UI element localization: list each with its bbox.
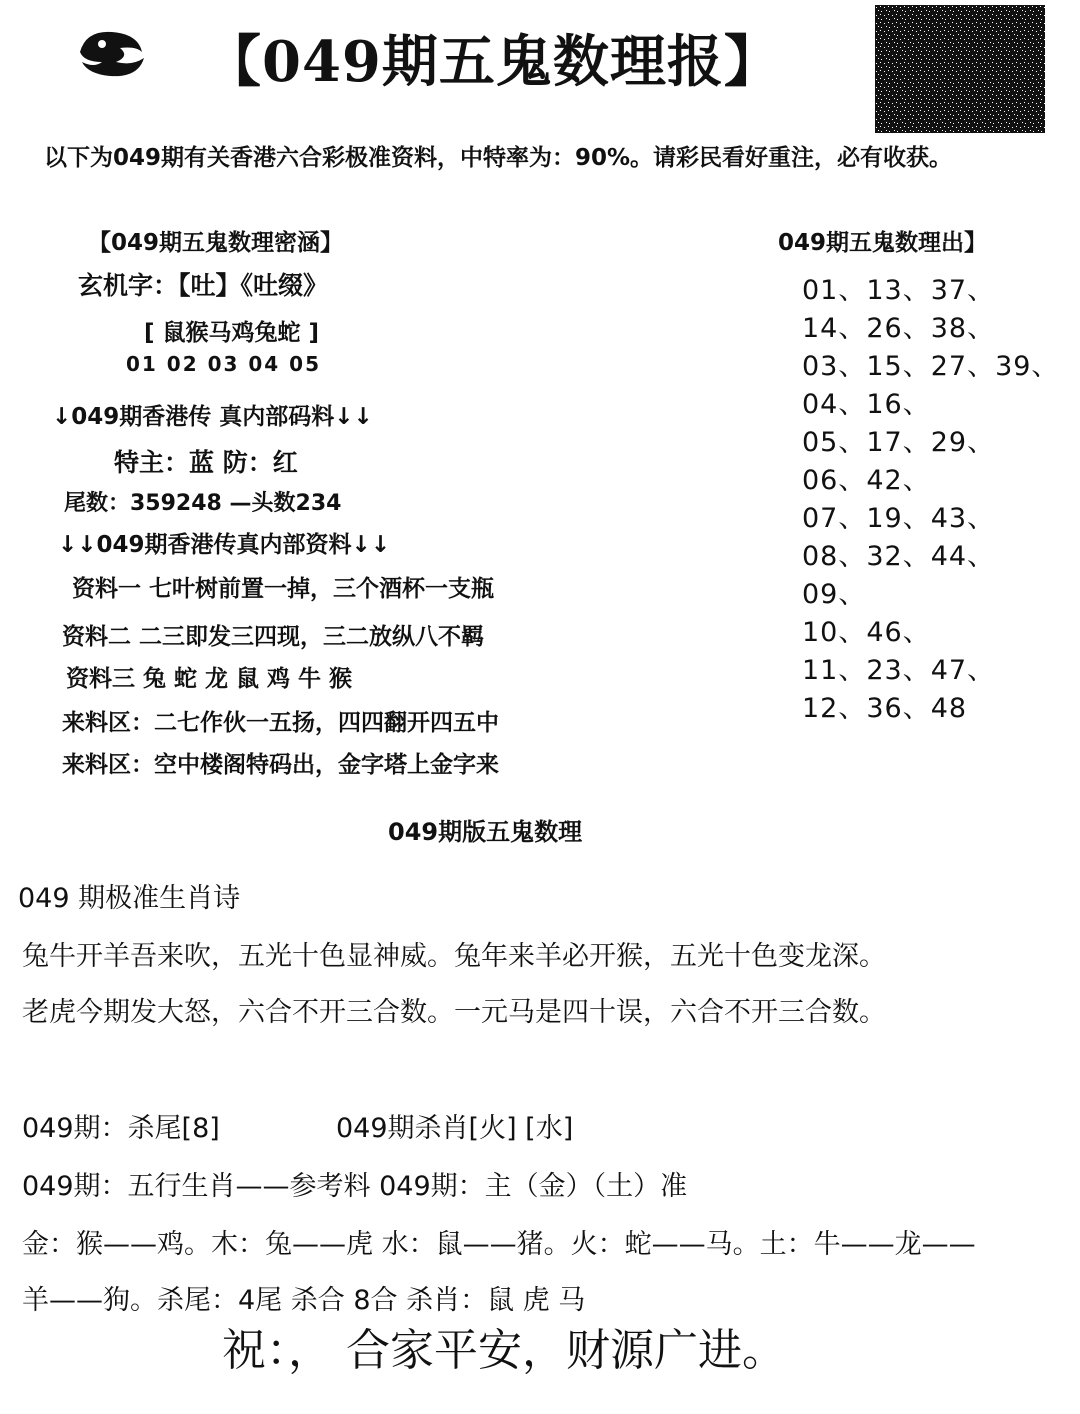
poem-line-2: 老虎今期发大怒，六合不开三合数。一元马是四十误，六合不开三合数。 <box>22 997 886 1028</box>
secret-section-title: 【049期五鬼数理密涵】 <box>88 230 344 256</box>
dragon-logo-icon <box>72 22 152 84</box>
number-row: 06、42、 <box>802 465 931 496</box>
kill-tail: 049期：杀尾[8] <box>22 1113 220 1144</box>
data-two: 资料二 二三即发三四现，三二放纵八不羁 <box>62 624 485 650</box>
qr-code-icon <box>875 5 1045 133</box>
number-row: 01、13、37、 <box>802 275 996 306</box>
page-title: 【049期五鬼数理报】 <box>205 29 781 95</box>
mystery-word: 玄机字：【吐】《吐缀》 <box>78 271 329 300</box>
five-elements-ref: 049期：五行生肖——参考料 049期：主（金）（土）准 <box>22 1171 688 1202</box>
number-row: 14、26、38、 <box>802 313 996 344</box>
hk-fax-title-1: ↓049期香港传 真内部码料↓↓ <box>52 404 373 430</box>
special-color: 特主：蓝 防：红 <box>114 448 298 477</box>
poem-title: 049 期极准生肖诗 <box>18 883 241 914</box>
number-row: 09、 <box>802 579 867 610</box>
numbers-row: 01 02 03 04 05 <box>126 352 322 376</box>
source-two: 来料区：空中楼阁特码出，金字塔上金字来 <box>62 752 499 778</box>
number-row: 03、15、27、39、 <box>802 351 1060 382</box>
hk-fax-title-2: ↓↓049期香港传真内部资料↓↓ <box>58 532 391 558</box>
kill-zodiac: 049期杀肖[火] [水] <box>336 1113 574 1144</box>
number-row: 07、19、43、 <box>802 503 996 534</box>
number-row: 11、23、47、 <box>802 655 996 686</box>
tail-head-numbers: 尾数：359248 —头数234 <box>64 491 342 516</box>
data-one: 资料一 七叶树前置一掉，三个酒杯一支瓶 <box>72 576 495 602</box>
zodiac-row: [ 鼠猴马鸡兔蛇 ] <box>144 320 320 346</box>
number-row: 10、46、 <box>802 617 931 648</box>
elements-line-2: 羊——狗。杀尾：4尾 杀合 8合 杀肖：鼠 虎 马 <box>22 1285 586 1316</box>
numbers-section-title: 049期五鬼数理出】 <box>778 230 988 256</box>
number-row: 12、36、48 <box>802 693 968 724</box>
data-three: 资料三 兔 蛇 龙 鼠 鸡 牛 猴 <box>66 666 353 692</box>
source-one: 来料区：二七作伙一五扬，四四翻开四五中 <box>62 710 499 736</box>
edition-title: 049期版五鬼数理 <box>388 818 583 846</box>
number-row: 05、17、29、 <box>802 427 996 458</box>
blessing: 祝：， 合家平安，财源广进。 <box>222 1325 786 1376</box>
number-row: 04、16、 <box>802 389 931 420</box>
intro-text: 以下为049期有关香港六合彩极准资料，中特率为：90%。请彩民看好重注，必有收获。 <box>44 145 953 171</box>
number-row: 08、32、44、 <box>802 541 996 572</box>
elements-line-1: 金：猴——鸡。木：兔——虎 水：鼠——猪。火：蛇——马。土：牛——龙—— <box>22 1229 976 1260</box>
poem-line-1: 兔牛开羊吾来吹，五光十色显神威。兔年来羊必开猴，五光十色变龙深。 <box>22 941 886 972</box>
